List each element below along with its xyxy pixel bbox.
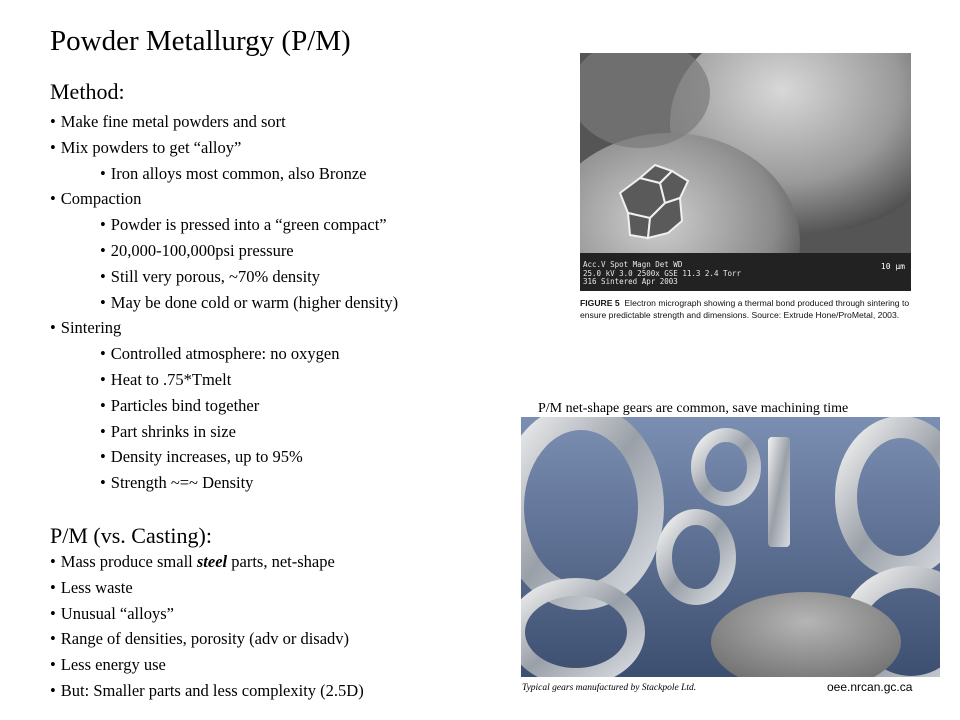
sub-list-item: • Still very porous, ~70% density (100, 266, 320, 286)
list-item: • Mass produce small steel parts, net-shape (50, 552, 335, 571)
micrograph-figure (580, 53, 911, 335)
gears-caption: P/M net-shape gears are common, save machining time (538, 401, 849, 416)
slide-title: Powder Metallurgy (P/M) (50, 25, 351, 57)
sub-list-item: • May be done cold or warm (higher density) (100, 292, 399, 312)
sub-list-item: • 20,000-100,000psi pressure (100, 240, 294, 260)
vs-casting-heading: P/M (vs. Casting): (50, 523, 212, 548)
emphasis-steel: steel (196, 552, 228, 571)
sub-list-item: • Powder is pressed into a “green compact” (100, 215, 387, 235)
method-heading: Method: (50, 79, 125, 104)
sub-list-item: • Particles bind together (100, 395, 260, 415)
sub-list-item: • Iron alloys most common, also Bronze (100, 163, 367, 183)
sub-list-item: • Heat to .75*Tmelt (100, 369, 232, 389)
source-credit: oee.nrcan.gc.ca (827, 680, 913, 694)
vs-casting-list (50, 549, 364, 704)
gears-illustration (521, 417, 940, 677)
list-item: • Mix powders to get “alloy” (50, 137, 242, 157)
micrograph-scale-label: 10 µm (880, 262, 905, 271)
method-list (50, 109, 398, 496)
micrograph-caption: FIGURE 5 Electron micrograph showing a thermal bond produced through sintering to ensure predictable strength and dimensions. Source: Extrude Hone/ProMetal, 2003. (580, 298, 910, 320)
micrograph-image (580, 53, 911, 291)
list-item: • Make fine metal powders and sort (50, 112, 286, 131)
gears-credit: Typical gears manufactured by Stackpole Ltd. (522, 683, 697, 693)
list-item: • Compaction (50, 189, 142, 209)
sub-list-item: • Density increases, up to 95% (100, 447, 303, 467)
sintered-particles-illustration (580, 53, 911, 291)
micrograph-data-bar: Acc.V Spot Magn Det WD 25.0 kV 3.0 2500x GSE 11.3 2.4 Torr 316 Sintered Apr 2003 (583, 260, 742, 286)
list-item: • Unusual “alloys” (50, 603, 174, 623)
gears-photo (521, 417, 940, 677)
sub-list-item: • Strength ~=~ Density (100, 473, 254, 493)
list-item: • But: Smaller parts and less complexity (2.5D) (50, 680, 364, 700)
list-item: • Range of densities, porosity (adv or disadv) (50, 629, 350, 649)
list-item: • Less energy use (50, 655, 166, 675)
sub-list-item: • Controlled atmosphere: no oxygen (100, 344, 340, 364)
list-item: • Sintering (50, 318, 122, 338)
list-item: • Less waste (50, 577, 133, 597)
sub-list-item: • Part shrinks in size (100, 421, 236, 441)
